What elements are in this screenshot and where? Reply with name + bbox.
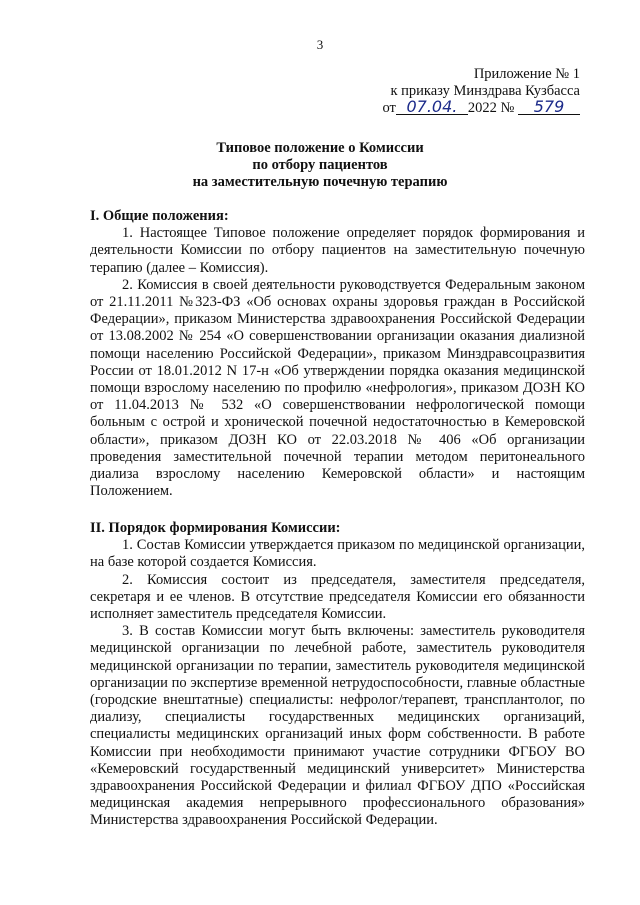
page-number: 3 <box>316 37 324 52</box>
handwritten-order-number: 579 <box>518 100 580 115</box>
title-line-1: Типовое положение о Комиссии <box>216 140 424 156</box>
section-2-paragraph-3: 3. В состав Комиссии могут быть включены: заместитель руководителя медицинской организации по лечебной работе, заместитель руководителя медицинской организации по терапии, заместитель руководителя медицинской организации по экспертизе временной нетрудоспособности, главные областные (городские внештатные) специалисты: нефролог/терапевт, трансплантолог, по диализу, специалисты государственных медицинских организаций, специалисты медицинских организаций иных форм собственности. В работе Комиссии при необходимости принимают участие сотрудники ФГБОУ ВО «Кемеровский государственный медицинский университет» Министерства здравоохранения Российской Федерации и филиал ФГБОУ ДПО «Российская медицинская академия непрерывного профессионального образования» Министерства здравоохранения Российской Федерации. <box>90 623 585 829</box>
title-line-3: на заместительную почечную терапию <box>192 174 448 190</box>
annex-header <box>383 66 581 117</box>
annex-line-1: Приложение № 1 <box>473 66 580 82</box>
section-2-heading: II. Порядок формирования Комиссии: <box>90 520 341 536</box>
section-2-paragraph-2: 2. Комиссия состоит из председателя, заместителя председателя, секретаря и ее членов. В отсутствие председателя Комиссии его обязанности исполняет заместитель председателя Комиссии. <box>90 571 585 623</box>
section-1-heading: I. Общие положения: <box>90 208 229 224</box>
handwritten-date: 07.04. <box>396 100 468 115</box>
section-2-paragraph-1: 1. Состав Комиссии утверждается приказом по медицинской организации, на базе которой создается Комиссия. <box>90 537 585 571</box>
document-title <box>0 140 640 191</box>
section-1-paragraph-1: 1. Настоящее Типовое положение определяет порядок формирования и деятельности Комиссии по отбору пациентов на заместительную почечную терапию (далее – Комиссия). <box>90 225 585 276</box>
section-1-paragraph-2: 2. Комиссия в своей деятельности руководствуется Федеральным законом от 21.11.2011 №323-ФЗ «Об основах охраны здоровья граждан в Российской Федерации», приказом Министерства здравоохранения Российской Федерации от 13.08.2002 № 254 «О совершенствовании организации оказания диализной помощи населению Российской Федерации», приказом Минздравсоцразвития России от 18.01.2012 N 17-н «Об утверждении порядка оказания медицинской помощи взрослому населению по профилю «нефрология», приказом ДОЗН КО от 11.04.2013 № 532 «О совершенствовании нефрологической помощи больным с острой и хронической почечной недостаточностью в Кемеровской области», приказом ДОЗН КО от 22.03.2018 № 406 «Об организации проведения заместительной почечной терапии методом перитонеального диализа взрослому населению Кемеровской области» и настоящим Положением. <box>90 276 585 500</box>
annex-prefix: от <box>382 100 396 116</box>
section-general-provisions <box>90 208 585 500</box>
section-commission-formation <box>90 520 585 830</box>
annex-line-2: к приказу Минздрава Кузбасса <box>390 83 580 99</box>
annex-line-3 <box>382 97 581 117</box>
title-line-2: по отбору пациентов <box>252 157 388 173</box>
annex-year: 2022 № <box>467 100 515 116</box>
